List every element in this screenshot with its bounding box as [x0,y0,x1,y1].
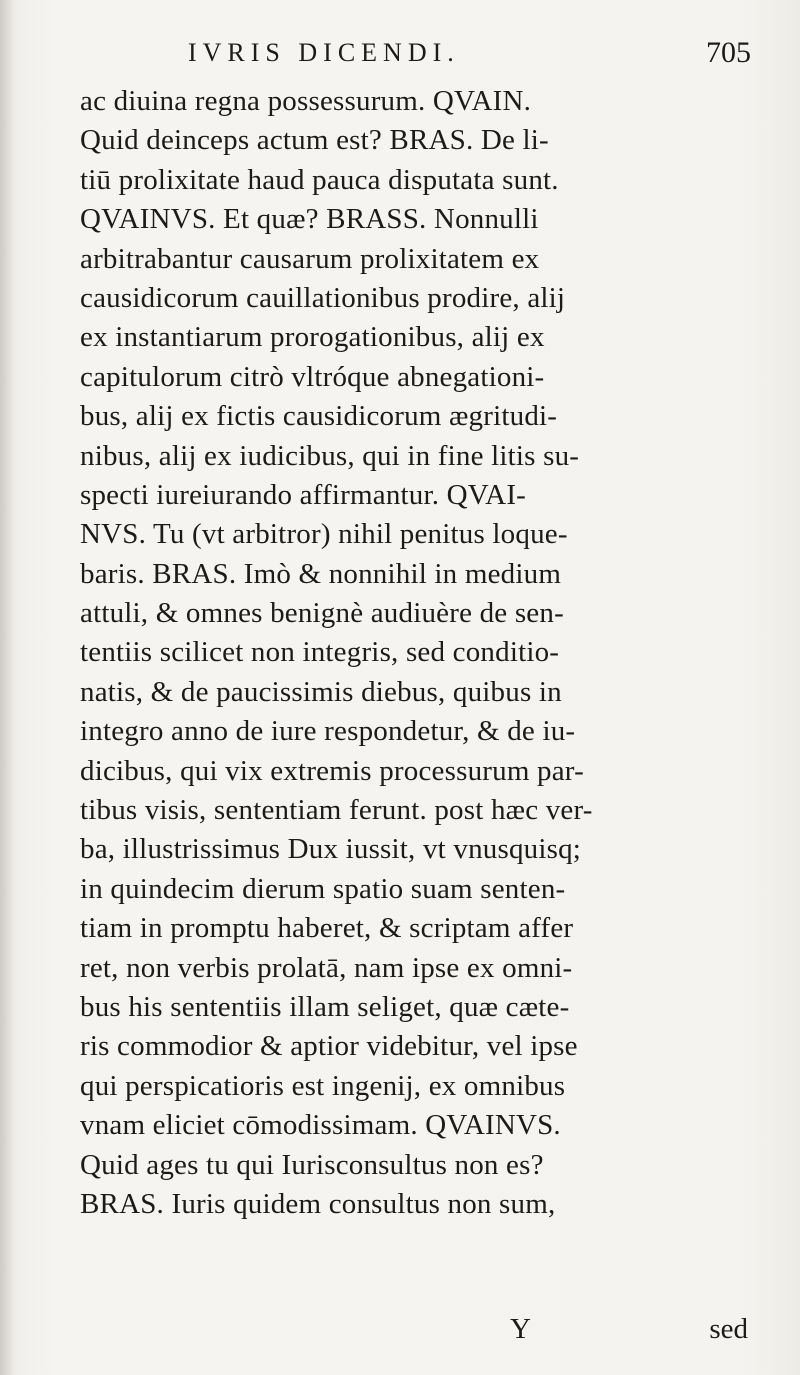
text-line: integro anno de iure respondetur, & de iu- [80,715,576,748]
text-line: ris commodior & aptior videbitur, vel ipse [80,1030,578,1063]
text-line: tiam in promptu haberet, & scriptam affer [80,912,574,945]
text-line: NVS. Tu (vt arbitror) nihil penitus loque- [80,518,568,551]
text-line: specti iureiurando affirmantur. QVAI- [80,478,527,511]
running-head-title: IVRIS DICENDI. [188,38,460,67]
text-line: ba, illustrissimus Dux iussit, vt vnusquisq; [80,833,582,866]
signature-mark: Y [510,1313,531,1345]
text-line: attuli, & omnes benignè audiuère de sen- [80,597,564,630]
text-line: dicibus, qui vix extremis processurum par- [80,754,584,787]
text-line: tentiis scilicet non integris, sed conditio- [80,636,560,669]
text-line: bus his sententiis illam seliget, quæ cæte- [80,990,570,1023]
text-line: vnam eliciet cōmodissimam. QVAINVS. [80,1109,561,1142]
text-line: arbitrabantur causarum prolixitatem ex [80,242,540,275]
text-line: in quindecim dierum spatio suam senten- [80,872,566,905]
catchword-line [480,1313,770,1353]
body-text [80,82,770,1224]
text-line: natis, & de paucissimis diebus, quibus in [80,675,562,708]
text-line: qui perspicatioris est ingenij, ex omnibus [80,1069,566,1102]
text-line: tiū prolixitate haud pauca disputata sunt. [80,163,559,196]
text-line: ret, non verbis prolatā, nam ipse ex omni- [80,951,573,984]
text-line: causidicorum cauillationibus prodire, alij [80,281,566,314]
text-line: Quid ages tu qui Iurisconsultus non es? [80,1148,544,1181]
text-line: baris. BRAS. Imò & nonnihil in medium [80,557,562,590]
gutter-shadow [0,0,14,1375]
page-number: 705 [706,36,751,69]
text-line: capitulorum citrò vltróque abnegationi- [80,360,545,393]
text-line: QVAINVS. Et quæ? BRASS. Nonnulli [80,203,539,236]
text-line: bus, alij ex fictis causidicorum ægritudi- [80,400,558,433]
catchword: sed [709,1313,748,1345]
text-line: tibus visis, sententiam ferunt. post hæc ver- [80,794,593,827]
text-line: ex instantiarum prorogationibus, alij ex [80,321,545,354]
text-line: BRAS. Iuris quidem consultus non sum, [80,1187,556,1220]
running-head [0,38,800,78]
text-line: ac diuina regna possessurum. QVAIN. [80,85,532,117]
text-line: Quid deinceps actum est? BRAS. De li- [80,124,549,157]
text-line: nibus, alij ex iudicibus, qui in fine litis su- [80,439,580,472]
